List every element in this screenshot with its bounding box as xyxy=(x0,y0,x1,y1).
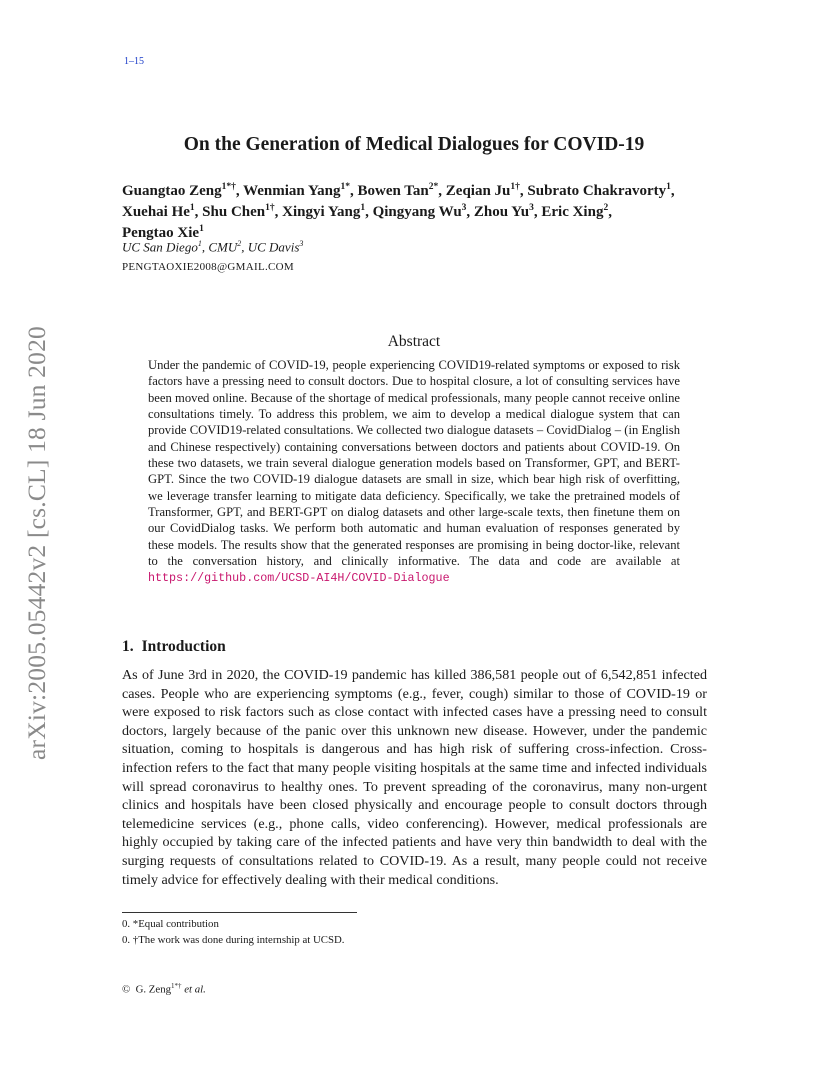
author-affiliation-mark: 1* xyxy=(340,182,350,192)
author: Eric Xing xyxy=(541,204,604,220)
author: Shu Chen xyxy=(202,204,266,220)
affiliation: UC Davis xyxy=(247,239,300,255)
footnote-divider xyxy=(122,912,357,913)
author-affiliation-mark: 2* xyxy=(428,182,439,192)
author: Xingyi Yang xyxy=(282,204,361,220)
abstract-heading: Abstract xyxy=(387,333,441,350)
affiliation-list: UC San Diego$^1$, CMU$^2$, UC Davis$^3$ xyxy=(122,239,304,255)
author: Xuehai He xyxy=(122,204,190,220)
section-title: Introduction xyxy=(141,638,226,655)
author-affiliation-mark: 3 xyxy=(461,203,467,213)
affiliation: CMU xyxy=(208,239,238,255)
abstract-text: Under the pandemic of COVID-19, people experiencing COVID19-related symptoms or exposed to risk factors have a pressing need to consult doctors. Due to hospital closure, a lot of consulting services have been moved online. Because of the shortage of medical professionals, many people cannot receive online consultations timely. To address this problem, we aim to develop a medical dialogue system that can provide COVID19-related consultations. We collected two dialogue datasets – CovidDialog – (in English and Chinese respectively) containing conversations between doctors and patients about COVID-19. On these two datasets, we train several dialogue generation models based on Transformer, GPT, and BERT-GPT. Since the two COVID-19 dialogue datasets are small in size, which bear high risk of overfitting, we leverage transfer learning to mitigate data deficiency. Specifically, we take the pretrained models of Transformer, GPT, and BERT-GPT on dialog datasets and other large-scale texts, then finetune them on our CovidDialog tasks. We perform both automatic and human evaluation of responses generated by these models. The results show that the generated responses are promising in being doctor-like, relevant to the conversation history, and clinically informative. The data and code are available at xyxy=(148,358,680,569)
page-range: 1–15 xyxy=(124,56,144,67)
author-affiliation-mark: 1† xyxy=(510,182,520,192)
section-heading-introduction xyxy=(122,638,226,656)
author: Guangtao Zeng xyxy=(122,183,222,199)
code-repository-link[interactable]: https://github.com/UCSD-AI4H/COVID-Dialogue xyxy=(148,571,450,586)
copyright-name: G. Zeng xyxy=(135,983,171,996)
author: Pengtao Xie xyxy=(122,225,200,241)
copyright-etal: et al. xyxy=(184,983,206,996)
author-affiliation-mark: 1 xyxy=(199,224,204,234)
affiliation: UC San Diego xyxy=(122,239,198,255)
author: Subrato Chakravorty xyxy=(527,183,667,199)
author: Zeqian Ju xyxy=(445,183,511,199)
author-affiliation-mark: 1 xyxy=(360,203,366,213)
author: Qingyang Wu xyxy=(372,204,462,220)
author-list: Guangtao Zeng$^{1*\dagger}$, Wenmian Yang$^{1*}$, Bowen Tan$^{2*}$, Zeqian $Ju^{1\dagger}$, Subrato Chakravorty$^1$, Xuehai He$^1$, Shu Chen$^{1\dagger}$, Xingyi Yang$^1$, Qingyang Wu$^3$, Zhou Yu$^3$, Eric Xing$^2$, Pengtao Xie$^1$ xyxy=(122,182,675,241)
author-affiliation-mark: 1† xyxy=(265,203,275,213)
author: Wenmian Yang xyxy=(243,183,341,199)
author-email: PENGTAOXIE2008@GMAIL.COM xyxy=(122,261,294,273)
copyright-line: © G. Zeng$^{1*\dagger}$ et al. xyxy=(122,982,206,996)
author-affiliation-mark: 1 xyxy=(666,182,671,192)
footnote-equal-contribution: 0. *Equal contribution xyxy=(122,918,219,930)
section-number: 1. xyxy=(122,638,134,655)
paper-title: On the Generation of Medical Dialogues for COVID-19 xyxy=(183,134,645,155)
author-affiliation-mark: 2 xyxy=(603,203,609,213)
footnote-internship: 0. †The work was done during internship at UCSD. xyxy=(122,934,345,946)
introduction-paragraph: As of June 3rd in 2020, the COVID-19 pandemic has killed 386,581 people out of 6,542,851 infected cases. People who are experiencing symptoms (e.g., fever, cough) similar to those of COVID-19 or were exposed to risk factors such as close contact with infected cases have a pressing need to consult doctors, largely because of the panic over this unknown new disease. However, under the pandemic situation, coming to hospitals is dangerous and has high risk of suffering cross-infection. Cross-infection refers to the fact that many people visiting hospitals at the same time and infected individuals will spread coronavirus to healthy ones. To prevent spreading of the coronavirus, many non-urgent clinics and hospitals have been closed physically and encourage people to consult doctors through telemedicine services (e.g., phone calls, video conferencing). However, medical professionals are highly occupied by taking care of the infected patients and have very thin bandwidth to deal with the surging requests of consultations related to COVID-19. As a result, many people could not receive timely advice for effectively dealing with their medical conditions. xyxy=(122,667,707,888)
abstract-body xyxy=(148,357,680,587)
author-affiliation-mark: 1*† xyxy=(221,182,236,192)
author-affiliation-mark: 3 xyxy=(529,203,534,213)
author-affiliation-mark: 1 xyxy=(189,203,195,213)
copyright-symbol: © xyxy=(122,983,131,996)
author: Zhou Yu xyxy=(473,204,530,220)
arxiv-identifier[interactable]: arXiv:2005.05442v2 [cs.CL] 18 Jun 2020 xyxy=(22,326,51,760)
author: Bowen Tan xyxy=(357,183,429,199)
